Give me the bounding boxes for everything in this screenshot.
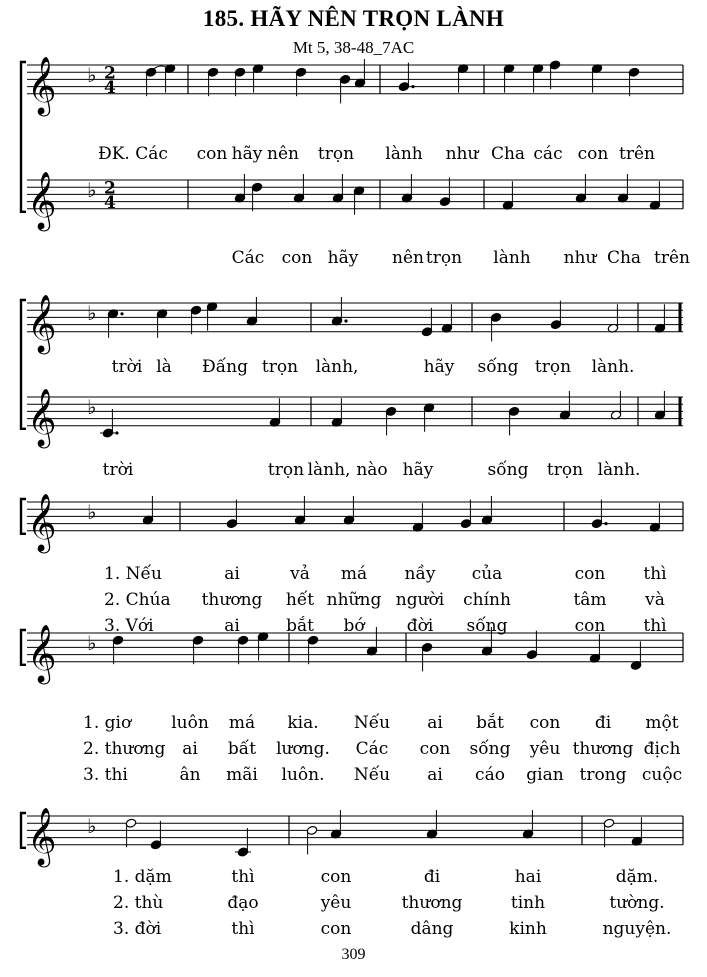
lyric-syllable: lành. <box>591 357 635 377</box>
lyric-syllable: 1. giơ <box>83 713 132 733</box>
lyric-syllable: thương <box>572 739 634 759</box>
lyric-syllable: hãy <box>423 357 455 377</box>
lyric-syllable: trọn <box>317 144 355 164</box>
treble-clef-icon: 𝄞 <box>27 806 57 865</box>
treble-clef-icon: 𝄞 <box>27 623 57 682</box>
lyric-syllable: con <box>320 919 352 939</box>
lyric-syllable: con <box>529 713 561 733</box>
lyric-syllable: đời <box>406 616 434 636</box>
lyric-syllable: người <box>395 590 445 610</box>
lyric-syllable: thương <box>401 893 463 913</box>
lyric-syllable: ai <box>427 765 443 785</box>
lyric-syllable: và <box>645 590 665 610</box>
lyric-syllable: lành. <box>597 460 641 480</box>
lyric-syllable: con <box>574 616 606 636</box>
lyric-syllable: cáo <box>475 765 505 785</box>
lyric-syllable: 3. Với <box>104 616 154 636</box>
lyric-syllable: vả <box>290 564 310 584</box>
flat-icon: ♭ <box>87 300 97 325</box>
lyric-syllable: những <box>326 590 382 610</box>
lyric-syllable: Cha <box>490 144 526 164</box>
lyric-syllable: lương. <box>276 739 330 759</box>
lyric-syllable: bắt <box>286 616 314 636</box>
lyric-syllable: lành <box>493 248 531 268</box>
lyric-syllable: bớ <box>343 616 365 636</box>
lyric-syllable: lành <box>385 144 423 164</box>
lyric-syllable: 3. thi <box>83 765 128 785</box>
lyric-syllable: sống <box>466 616 508 636</box>
lyric-syllable: ai <box>182 739 198 759</box>
system-bracket <box>21 62 26 212</box>
note-dot <box>120 312 123 315</box>
lyric-syllable: kia. <box>287 713 319 733</box>
lyric-syllable: Các <box>231 248 265 268</box>
lyric-syllable: nguyện. <box>602 919 672 939</box>
lyric-syllable: như <box>445 144 479 164</box>
lyric-syllable: thì <box>643 616 667 636</box>
lyric-syllable: dâng <box>410 919 454 939</box>
lyric-syllable: địch <box>643 739 681 759</box>
lyric-syllable: trọn <box>534 357 572 377</box>
lyric-syllable: sống <box>469 739 511 759</box>
lyric-syllable: luôn. <box>281 765 325 785</box>
lyric-syllable: như <box>563 248 597 268</box>
flat-icon: ♭ <box>87 177 97 202</box>
lyric-syllable: gian <box>526 765 564 785</box>
lyric-syllable: sống <box>477 357 519 377</box>
lyric-syllable: là <box>156 357 172 377</box>
lyric-syllable: Nếu <box>353 765 391 785</box>
lyric-syllable: đi <box>594 713 612 733</box>
lyric-syllable: 2. Chúa <box>104 590 171 610</box>
lyric-syllable: hãy <box>327 248 359 268</box>
lyric-syllable: nầy <box>404 564 436 584</box>
treble-clef-icon: 𝄞 <box>27 293 57 352</box>
lyric-syllable: 3. đời <box>113 919 162 939</box>
lyric-syllable: hãy <box>231 144 263 164</box>
lyric-syllable: Nếu <box>353 713 391 733</box>
lyric-syllable: thì <box>231 867 255 887</box>
lyric-syllable: luôn <box>171 713 209 733</box>
lyric-syllable: trọn <box>425 248 463 268</box>
lyric-syllable: cuộc <box>641 765 683 785</box>
song-title: 185. HÃY NÊN TRỌN LÀNH <box>202 6 505 31</box>
lyric-syllable: bất <box>227 739 257 759</box>
lyric-syllable: trọn <box>261 357 299 377</box>
time-signature-bottom: 4 <box>104 192 116 213</box>
lyric-syllable: mãi <box>226 765 258 785</box>
lyric-syllable: thương <box>201 590 263 610</box>
flat-icon: ♭ <box>87 630 97 655</box>
lyric-syllable: tinh <box>510 893 546 913</box>
lyric-syllable: thì <box>231 919 255 939</box>
time-signature-bottom: 4 <box>104 77 116 98</box>
time-signature-top: 2 <box>104 178 116 199</box>
lyric-syllable: con <box>577 144 609 164</box>
lyric-syllable: đi <box>423 867 441 887</box>
lyric-syllable: hãy <box>402 460 434 480</box>
lyric-syllable: ai <box>224 564 240 584</box>
lyric-syllable: sống <box>487 460 529 480</box>
lyric-syllable: kinh <box>509 919 547 939</box>
lyric-syllable: 1. dặm <box>113 867 172 887</box>
treble-clef-icon: 𝄞 <box>27 55 57 114</box>
lyric-syllable: ai <box>224 616 240 636</box>
treble-clef-icon: 𝄞 <box>27 170 57 229</box>
flat-icon: ♭ <box>87 62 97 87</box>
lyric-syllable: con <box>419 739 451 759</box>
lyric-syllable: má <box>340 564 368 584</box>
lyric-syllable: con <box>281 248 313 268</box>
flat-icon: ♭ <box>87 813 97 838</box>
lyric-syllable: 2. thương <box>83 739 166 759</box>
lyric-syllable: Đấng <box>202 357 248 377</box>
lyric-syllable: một <box>645 713 679 733</box>
lyric-syllable: đạo <box>227 893 259 913</box>
lyric-syllable: trên <box>654 248 690 268</box>
lyric-syllable: ai <box>427 713 443 733</box>
lyric-syllable: hai <box>514 867 542 887</box>
lyric-syllable: 2. thù <box>113 893 164 913</box>
lyric-syllable: nên <box>392 248 424 268</box>
treble-clef-icon: 𝄞 <box>27 492 57 551</box>
note-dot <box>604 522 607 525</box>
system-bracket <box>21 813 26 848</box>
lyric-syllable: trọn <box>267 460 305 480</box>
flat-icon: ♭ <box>87 394 97 419</box>
note-dot <box>344 319 347 322</box>
lyric-syllable: của <box>471 564 503 584</box>
lyric-syllable: tường. <box>609 893 665 913</box>
lyric-syllable: trời <box>102 460 134 480</box>
lyric-syllable: tâm <box>573 590 607 610</box>
scripture-reference: Mt 5, 38-48_7AC <box>292 38 415 57</box>
lyric-syllable: nên <box>267 144 299 164</box>
lyric-syllable: con <box>574 564 606 584</box>
lyric-syllable: hết <box>285 590 315 610</box>
note-dot <box>411 85 414 88</box>
lyric-syllable: yêu <box>320 893 352 913</box>
lyric-syllable: dặm. <box>615 867 659 887</box>
lyric-syllable: trong <box>579 765 627 785</box>
lyric-syllable: bắt <box>476 713 504 733</box>
lyric-syllable: ân <box>179 765 201 785</box>
lyric-syllable: Cha <box>606 248 642 268</box>
time-signature-top: 2 <box>104 63 116 84</box>
system-bracket <box>21 630 26 665</box>
lyric-syllable: con <box>320 867 352 887</box>
lyric-syllable: trời <box>111 357 143 377</box>
lyric-syllable: con <box>196 144 228 164</box>
lyric-syllable: thì <box>643 564 667 584</box>
lyric-syllable: lành, <box>315 357 359 377</box>
lyric-syllable: yêu <box>529 739 561 759</box>
system-bracket <box>21 499 26 534</box>
lyric-syllable: ĐK. Các <box>98 144 168 164</box>
lyric-syllable: chính <box>463 590 511 610</box>
lyric-syllable: 1. Nếu <box>104 564 162 584</box>
lyric-syllable: nào <box>356 460 388 480</box>
page-number: 309 <box>341 946 366 963</box>
treble-clef-icon: 𝄞 <box>27 387 57 446</box>
lyric-syllable: trên <box>619 144 655 164</box>
lyric-syllable: má <box>228 713 256 733</box>
lyric-syllable: trọn <box>546 460 584 480</box>
lyric-syllable: lành, <box>307 460 351 480</box>
lyric-syllable: các <box>533 144 563 164</box>
lyric-syllable: Các <box>355 739 389 759</box>
flat-icon: ♭ <box>87 499 97 524</box>
system-bracket <box>21 300 26 429</box>
